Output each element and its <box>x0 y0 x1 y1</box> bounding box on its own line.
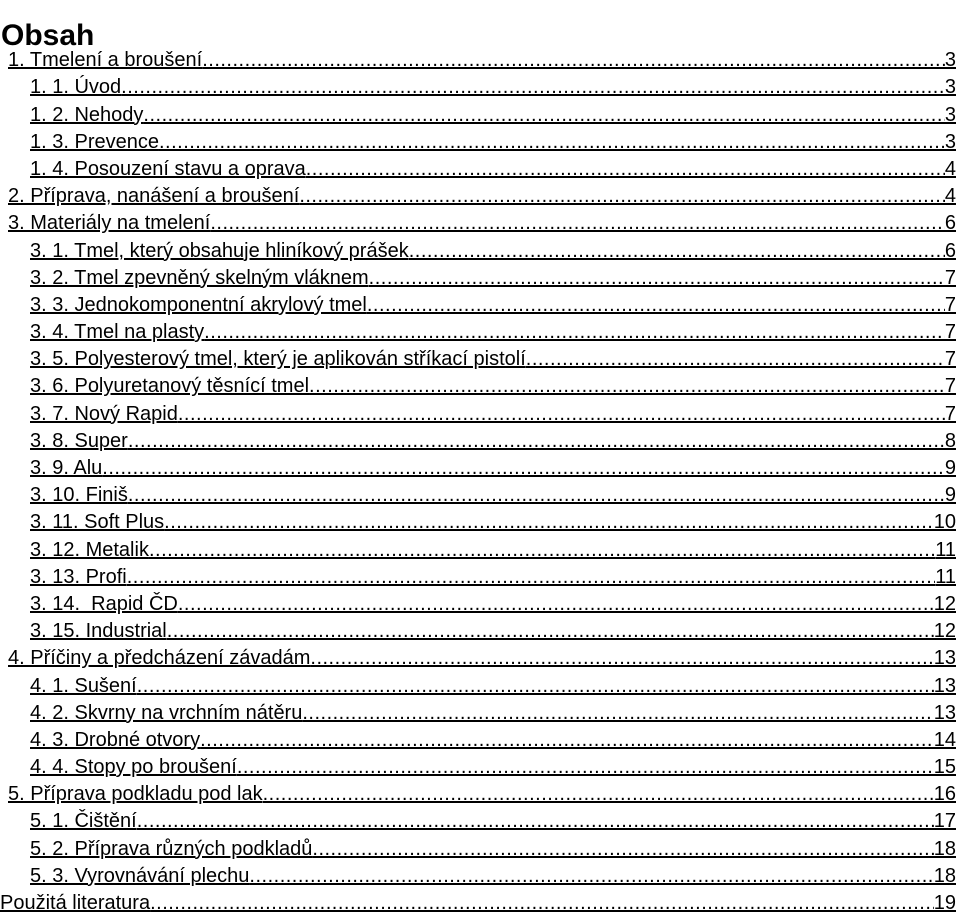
toc-entry <box>0 832 960 859</box>
dot-leader <box>312 838 933 860</box>
toc-entry <box>0 180 960 207</box>
toc-entry <box>0 805 960 832</box>
toc-entry <box>0 44 960 71</box>
dot-leader <box>302 702 933 724</box>
toc-entry-page-number: 11 <box>935 538 956 561</box>
toc-entry-label: 3. 2. Tmel zpevněný skelným vláknem <box>30 266 369 289</box>
toc-entry-label: 3. 8. Super <box>30 429 128 452</box>
toc-entry-label: 1. 3. Prevence <box>30 130 159 153</box>
toc-entry <box>0 479 960 506</box>
dot-leader <box>200 729 934 751</box>
toc-entry-page-number: 4 <box>944 185 956 208</box>
toc-entry-link[interactable] <box>0 294 960 316</box>
toc-entry-link[interactable] <box>0 49 960 71</box>
toc-entry-label: 3. 3. Jednokomponentní akrylový tmel <box>30 293 367 316</box>
toc-entry-link[interactable] <box>0 212 960 234</box>
dot-leader <box>127 566 936 588</box>
toc-entry <box>0 153 960 180</box>
toc-entry <box>0 316 960 343</box>
toc-entry-page-number: 18 <box>933 864 956 887</box>
toc-entry <box>0 98 960 125</box>
dot-leader <box>137 675 934 697</box>
toc-entry-link[interactable] <box>0 240 960 262</box>
toc-entry-page-number: 7 <box>944 402 956 425</box>
toc-entry <box>0 370 960 397</box>
toc-entry <box>0 397 960 424</box>
toc-entry <box>0 615 960 642</box>
toc-entry <box>0 452 960 479</box>
toc-entry-link[interactable] <box>0 348 960 370</box>
toc-entry-link[interactable] <box>0 403 960 425</box>
toc-entry-label: 1. Tmelení a broušení <box>8 49 203 72</box>
dot-leader <box>178 593 934 615</box>
toc-entry-page-number: 17 <box>933 810 956 833</box>
toc-entry <box>0 262 960 289</box>
toc-entry <box>0 724 960 751</box>
toc-entry <box>0 669 960 696</box>
toc-entry <box>0 588 960 615</box>
toc-entry-link[interactable] <box>0 620 960 642</box>
toc-entry-link[interactable] <box>0 539 960 561</box>
toc-entry <box>0 533 960 560</box>
toc-entry-page-number: 7 <box>944 321 956 344</box>
toc-entry-link[interactable] <box>0 321 960 343</box>
dot-leader <box>367 294 945 316</box>
toc-entry-page-number: 9 <box>944 457 956 479</box>
toc-entry-label: 5. 1. Čištění <box>30 810 137 833</box>
toc-entry-label: 3. 10. Finiš <box>30 484 128 507</box>
toc-entry-link[interactable] <box>0 675 960 697</box>
toc-entry <box>0 71 960 98</box>
toc-entry-label: 5. 2. Příprava různých podkladů <box>30 837 313 860</box>
page-title: Obsah <box>1 19 95 53</box>
toc-entry-link[interactable] <box>0 104 960 126</box>
toc-entry-label: 3. 15. Industrial <box>30 620 167 643</box>
toc-entry <box>0 887 960 914</box>
toc-entry-page-number: 15 <box>933 756 956 779</box>
toc-entry-label: 1. 4. Posouzení stavu a oprava <box>30 157 306 180</box>
toc-entry-label: 2. Příprava, nanášení a broušení <box>8 185 300 208</box>
toc-entry-link[interactable] <box>0 375 960 397</box>
toc-entry-page-number: 11 <box>935 565 956 588</box>
toc-entry-link[interactable] <box>0 566 960 588</box>
toc-entry-page-number: 12 <box>933 620 956 643</box>
toc-entry-link[interactable] <box>0 511 960 533</box>
toc-entry-link[interactable] <box>0 810 960 832</box>
toc-entry-page-number: 7 <box>944 375 956 398</box>
toc-entry-label: 3. 1. Tmel, který obsahuje hliníkový prášek <box>30 239 409 262</box>
toc-entry-link[interactable] <box>0 457 960 479</box>
toc-entry-page-number: 3 <box>944 103 956 126</box>
toc-entry-page-number: 10 <box>933 511 956 534</box>
dot-leader <box>159 131 945 153</box>
dot-leader <box>202 49 945 71</box>
toc-entry-page-number: 4 <box>944 157 956 180</box>
dot-leader <box>306 158 945 180</box>
toc-entry-page-number: 7 <box>944 293 956 316</box>
toc-entry-page-number: 7 <box>944 348 956 371</box>
toc-entry-link[interactable] <box>0 865 960 887</box>
toc-entry-label: 5. 3. Vyrovnávání plechu <box>30 864 250 887</box>
dot-leader <box>178 403 945 425</box>
toc-entry-link[interactable] <box>0 647 960 669</box>
toc-entry-link[interactable] <box>0 729 960 751</box>
toc-entry <box>0 860 960 887</box>
dot-leader <box>102 457 945 479</box>
toc-entry-page-number: 16 <box>933 783 956 806</box>
toc-entry-label: 3. Materiály na tmelení <box>8 212 211 235</box>
toc-entry-label: 1. 1. Úvod <box>30 76 122 99</box>
toc-entry <box>0 697 960 724</box>
table-of-contents <box>0 44 960 914</box>
dot-leader <box>149 539 935 561</box>
toc-entry-label: 1. 2. Nehody <box>30 103 144 126</box>
toc-entry-label: 4. 1. Sušení <box>30 674 137 697</box>
toc-entry-label: 4. 2. Skvrny na vrchním nátěru <box>30 701 303 724</box>
toc-entry <box>0 289 960 316</box>
toc-entry-link[interactable] <box>0 702 960 724</box>
dot-leader <box>164 511 934 533</box>
toc-entry-link[interactable] <box>0 484 960 506</box>
toc-entry-link[interactable] <box>0 430 960 452</box>
toc-entry-label: 3. 12. Metalik <box>30 538 149 561</box>
toc-entry-label: 3. 13. Profi <box>30 565 127 588</box>
dot-leader <box>309 375 945 397</box>
toc-entry <box>0 778 960 805</box>
toc-entry-label: 3. 7. Nový Rapid <box>30 402 178 425</box>
toc-entry-page-number: 3 <box>944 130 956 153</box>
toc-entry-link[interactable] <box>0 783 960 805</box>
toc-entry-label: 4. 3. Drobné otvory <box>30 728 201 751</box>
toc-entry-page-number: 14 <box>933 728 956 751</box>
toc-entry-label: 3. 5. Polyesterový tmel, který je aplikován stříkací pistolí <box>30 348 526 371</box>
toc-entry-page-number: 12 <box>933 592 956 615</box>
dot-leader <box>121 76 945 98</box>
toc-entry-page-number: 6 <box>944 212 956 235</box>
toc-entry-label: 3. 14. Rapid ČD <box>30 592 178 615</box>
toc-entry-page-number: 13 <box>933 674 956 697</box>
toc-entry <box>0 207 960 234</box>
toc-entry <box>0 751 960 778</box>
toc-entry-page-number: 6 <box>944 239 956 262</box>
dot-leader <box>128 484 945 506</box>
toc-entry-link[interactable] <box>0 158 960 180</box>
toc-entry <box>0 642 960 669</box>
toc-entry <box>0 425 960 452</box>
dot-leader <box>150 892 934 914</box>
dot-leader <box>409 240 945 262</box>
toc-entry-page-number: 3 <box>944 49 956 72</box>
toc-entry-label: 4. 4. Stopy po broušení <box>30 756 237 779</box>
toc-entry-page-number: 9 <box>944 484 956 507</box>
dot-leader <box>299 185 945 207</box>
toc-entry-page-number: 3 <box>944 76 956 99</box>
toc-entry-link[interactable] <box>0 267 960 289</box>
toc-entry-page-number: 13 <box>933 647 956 670</box>
toc-entry-page-number: 13 <box>933 701 956 724</box>
dot-leader <box>137 810 934 832</box>
dot-leader <box>204 321 945 343</box>
dot-leader <box>128 430 945 452</box>
toc-entry-link[interactable] <box>0 756 960 778</box>
dot-leader <box>167 620 934 642</box>
dot-leader <box>249 865 933 887</box>
toc-entry <box>0 234 960 261</box>
toc-entry-label: 3. 6. Polyuretanový těsnící tmel <box>30 375 310 398</box>
toc-entry-page-number: 8 <box>944 429 956 452</box>
dot-leader <box>237 756 934 778</box>
toc-entry-link[interactable] <box>0 185 960 207</box>
dot-leader <box>143 104 944 126</box>
toc-entry <box>0 343 960 370</box>
toc-entry <box>0 506 960 533</box>
toc-entry-label: 5. Příprava podkladu pod lak <box>8 783 263 806</box>
toc-entry-link[interactable] <box>0 838 960 860</box>
dot-leader <box>310 647 933 669</box>
toc-entry <box>0 561 960 588</box>
toc-entry <box>0 126 960 153</box>
toc-entry-label: 3. 4. Tmel na plasty <box>30 321 205 344</box>
toc-entry-page-number: 7 <box>944 266 956 289</box>
toc-entry-label: 3. 11. Soft Plus <box>30 511 165 534</box>
dot-leader <box>263 783 934 805</box>
toc-entry-link[interactable] <box>0 593 960 615</box>
toc-entry-link[interactable] <box>0 892 960 914</box>
toc-entry-label: 3. 9. Alu <box>30 457 103 479</box>
toc-entry-page-number: 18 <box>933 837 956 860</box>
dot-leader <box>369 267 945 289</box>
dot-leader <box>526 348 945 370</box>
toc-entry-link[interactable] <box>0 76 960 98</box>
toc-entry-link[interactable] <box>0 131 960 153</box>
toc-entry-label: 4. Příčiny a předcházení závadám <box>8 647 311 670</box>
toc-entry-label: Použitá literatura <box>0 892 151 914</box>
dot-leader <box>210 212 945 234</box>
toc-entry-page-number: 19 <box>933 892 956 914</box>
